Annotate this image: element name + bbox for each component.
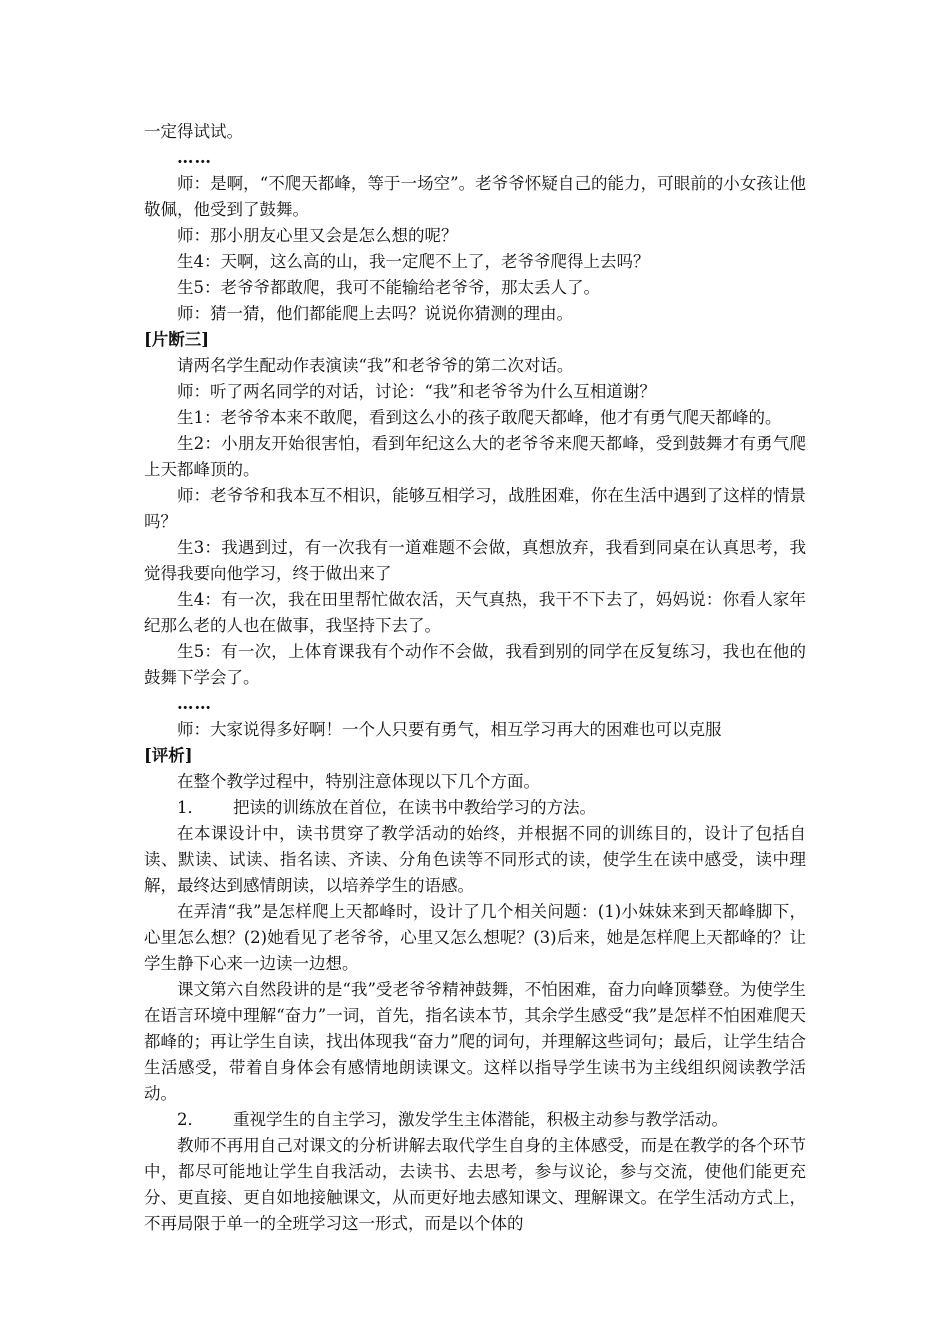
paragraph: 生5：有一次，上体育课我有个动作不会做，我看到别的同学在反复练习，我也在他的鼓舞下学会了。 <box>144 642 806 687</box>
document-page <box>144 119 806 1237</box>
paragraph: 生3：我遇到过，有一次我有一道难题不会做，真想放弃，我看到同桌在认真思考，我觉得我要向他学习，终于做出来了 <box>144 538 806 583</box>
paragraph: 生4：天啊，这么高的山，我一定爬不上了，老爷爷爬得上去吗？ <box>177 252 650 271</box>
numbered-point <box>144 795 806 821</box>
paragraph-continuation: 一定得试试。 <box>144 122 243 141</box>
paragraph: 师：那小朋友心里又会是怎么想的呢？ <box>177 226 458 245</box>
paragraph: 在本课设计中，读书贯穿了教学活动的始终，并根据不同的训练目的，设计了包括自读、默读、试读、指名读、齐读、分角色读等不同形式的读，使学生在读中感受，读中理解，最终达到感情朗读，以培养学生的语感。 <box>144 824 806 895</box>
paragraph: 生1：老爷爷本来不敢爬，看到这么小的孩子敢爬天都峰，他才有勇气爬天都峰的。 <box>177 408 782 427</box>
ellipsis-line: …… <box>177 148 212 167</box>
point-number: 2． <box>177 1110 204 1129</box>
paragraph: 请两名学生配动作表演读“我”和老爷爷的第二次对话。 <box>177 356 574 375</box>
point-number: 1． <box>177 798 204 817</box>
paragraph: 生5：老爷爷都敢爬，我可不能输给老爷爷，那太丢人了。 <box>177 278 600 297</box>
point-text: 重视学生的自主学习，激发学生主体潜能，积极主动参与教学活动。 <box>233 1110 728 1129</box>
paragraph: 教师不再用自己对课文的分析讲解去取代学生自身的主体感受，而是在教学的各个环节中，都尽可能地让学生自我活动，去读书、去思考，参与议论，参与交流，使他们能更充分、更直接、更自如地接触课文，从而更好地去感知课文、理解课文。在学生活动方式上，不再局限于单一的全班学习这一形式，而是以个体的 <box>144 1136 806 1233</box>
paragraph: 生4：有一次，我在田里帮忙做农活，天气真热，我干不下去了，妈妈说：你看人家年纪那么老的人也在做事，我坚持下去了。 <box>144 590 806 635</box>
paragraph: 师：老爷爷和我本互不相识，能够互相学习，战胜困难，你在生活中遇到了这样的情景吗？ <box>144 486 806 531</box>
numbered-point <box>144 1107 806 1133</box>
section-heading: [片断三] <box>144 330 210 349</box>
point-text: 把读的训练放在首位，在读书中教给学习的方法。 <box>233 798 596 817</box>
paragraph: 师：大家说得多好啊！一个人只要有勇气，相互学习再大的困难也可以克服 <box>177 720 722 739</box>
paragraph: 生2：小朋友开始很害怕，看到年纪这么大的老爷爷来爬天都峰，受到鼓舞才有勇气爬上天都峰顶的。 <box>144 434 806 479</box>
paragraph: 师：猜一猜，他们都能爬上去吗？说说你猜测的理由。 <box>177 304 573 323</box>
paragraph: 师：是啊，“不爬天都峰，等于一场空”。老爷爷怀疑自己的能力，可眼前的小女孩让他敬佩，他受到了鼓舞。 <box>144 174 806 219</box>
paragraph: 在弄清“我”是怎样爬上天都峰时，设计了几个相关问题：(1)小妹妹来到天都峰脚下，心里怎么想？(2)她看见了老爷爷，心里又怎么想呢？(3)后来，她是怎样爬上天都峰的？让学生静下心来一边读一边想。 <box>144 902 806 973</box>
paragraph: 师：听了两名同学的对话，讨论：“我”和老爷爷为什么互相道谢？ <box>177 382 656 401</box>
paragraph: 课文第六自然段讲的是“我”受老爷爷精神鼓舞，不怕困难，奋力向峰顶攀登。为使学生在语言环境中理解“奋力”一词，首先，指名读本节，其余学生感受“我”是怎样不怕困难爬天都峰的；再让学生自读，找出体现我“奋力”爬的词句，并理解这些词句；最后，让学生结合生活感受，带着自身体会有感情地朗读课文。这样以指导学生读书为主线组织阅读教学活动。 <box>144 980 806 1103</box>
paragraph: 在整个教学过程中，特别注意体现以下几个方面。 <box>177 772 540 791</box>
ellipsis-line: …… <box>177 694 212 713</box>
section-heading: [评析] <box>144 746 193 765</box>
